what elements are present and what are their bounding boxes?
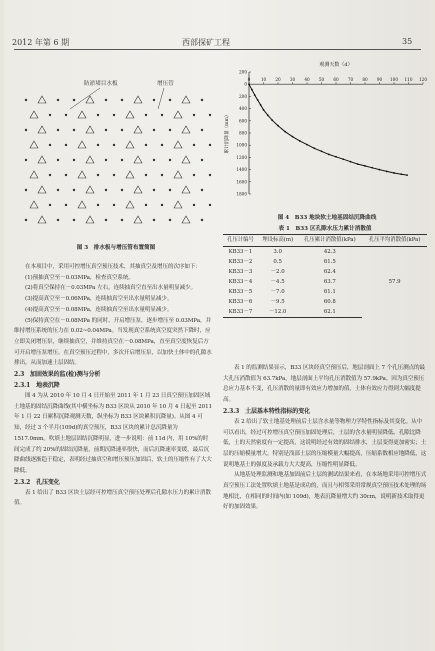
x-tick-label: 110 bbox=[404, 77, 413, 83]
drain-board-dot bbox=[169, 219, 171, 221]
pressure-pipe-marker bbox=[38, 216, 46, 223]
drain-board-dot bbox=[193, 114, 195, 116]
drain-board-dot bbox=[121, 219, 123, 221]
y-tick-label: 600 bbox=[239, 118, 247, 124]
drain-board-dot bbox=[145, 114, 147, 116]
pressure-pipe-marker bbox=[182, 156, 190, 163]
data-point bbox=[379, 169, 381, 171]
table-header: 孔压计编号 bbox=[223, 235, 258, 247]
drain-board-dot bbox=[161, 204, 163, 206]
drain-board-dot bbox=[145, 144, 147, 146]
drain-board-dot bbox=[49, 204, 51, 206]
drain-board-dot bbox=[97, 204, 99, 206]
table-cell: 3.0 bbox=[273, 249, 282, 255]
data-point bbox=[321, 150, 323, 152]
pressure-pipe-marker bbox=[38, 126, 46, 133]
drain-board-dot bbox=[25, 189, 27, 191]
drain-board-dot bbox=[153, 189, 155, 191]
drain-board-dot bbox=[105, 129, 107, 131]
pressure-pipe-marker bbox=[126, 141, 134, 148]
drain-board-dot bbox=[97, 144, 99, 146]
table-header: 孔压累计消散值(kPa) bbox=[297, 235, 362, 247]
pressure-pipe-marker bbox=[78, 171, 86, 178]
table-header: 孔压平均消散值(kPa) bbox=[362, 235, 427, 247]
pressure-pipe-marker bbox=[174, 111, 182, 118]
drain-board-dot bbox=[73, 189, 75, 191]
y-tick-label: 1200 bbox=[236, 154, 247, 160]
drain-board-dot bbox=[201, 189, 203, 191]
drain-board-dot bbox=[57, 159, 59, 161]
data-point bbox=[248, 83, 250, 85]
pressure-pipe-marker bbox=[30, 111, 38, 118]
subsection-heading: 2.3.1 地表沉降 bbox=[14, 382, 60, 390]
data-point bbox=[350, 161, 352, 163]
table-row bbox=[223, 247, 427, 258]
drain-board-dot bbox=[209, 174, 211, 176]
fig4-settlement-chart bbox=[223, 60, 431, 212]
drain-board-dot bbox=[209, 114, 211, 116]
pressure-pipe-marker bbox=[86, 186, 94, 193]
pressure-pipe-marker bbox=[86, 126, 94, 133]
drain-board-dot bbox=[113, 144, 115, 146]
data-point bbox=[371, 167, 373, 169]
drain-board-dot bbox=[25, 99, 27, 101]
pressure-pipe-marker bbox=[182, 186, 190, 193]
drain-board-dot bbox=[145, 204, 147, 206]
table-cell: KB33－1 bbox=[228, 249, 253, 255]
drain-board-dot bbox=[105, 219, 107, 221]
table-cell: 60.8 bbox=[323, 299, 336, 305]
drain-board-dot bbox=[97, 174, 99, 176]
table-cell: －12.0 bbox=[258, 307, 298, 318]
x-tick-label: 100 bbox=[390, 77, 398, 83]
paragraph: (4)提高真空至－0.08MPa，连续抽真空至出水量明显减少。 bbox=[25, 306, 173, 313]
x-tick-label: 10 bbox=[260, 77, 267, 83]
pressure-pipe-marker bbox=[30, 171, 38, 178]
table-cell: KB33－4 bbox=[228, 279, 253, 285]
subsection-heading: 2.3.3 土层基本特性指标的变化 bbox=[223, 407, 311, 415]
pressure-pipe-marker bbox=[182, 96, 190, 103]
pressure-pipe-marker bbox=[134, 156, 142, 163]
pressure-pipe-marker bbox=[78, 141, 86, 148]
drain-board-dot bbox=[105, 99, 107, 101]
fig3-label-board: 防淤堵目水板 bbox=[84, 81, 118, 87]
data-point bbox=[364, 165, 366, 167]
drain-board-dot bbox=[201, 99, 203, 101]
table-cell: KB33－3 bbox=[228, 269, 253, 275]
pressure-pipe-marker bbox=[174, 171, 182, 178]
table-cell: KB33－2 bbox=[228, 259, 253, 265]
table-cell: KB33－7 bbox=[223, 307, 258, 318]
table-cell: －9.5 bbox=[270, 299, 285, 305]
table1-title: 表 1 B33 区孔隙水压力累计消散值 bbox=[278, 226, 372, 232]
table-cell: 63.7 bbox=[323, 279, 336, 285]
table-cell: KB33－5 bbox=[228, 289, 253, 295]
drain-board-dot bbox=[113, 174, 115, 176]
drain-board-dot bbox=[121, 189, 123, 191]
paragraph: 表 1 的监测结果显示，B33 区块经真空预压后，地层剖面上 7 个孔压测点的最大孔压消散值为 63.7kPa，地层剖面上平均孔压消散值为 57.9kPa。因为真空预压总应力基本不变，孔压消散的量即有效应力增加的值，土体有效应力得到大幅度提高。 bbox=[223, 365, 426, 404]
drain-board-dot bbox=[209, 144, 211, 146]
section-heading: 2.3 加固效果的监(检)测与分析 bbox=[14, 371, 101, 379]
y-tick-label: 0 bbox=[244, 81, 247, 87]
drain-board-dot bbox=[73, 219, 75, 221]
pressure-pipe-marker bbox=[126, 201, 134, 208]
drain-board-dot bbox=[65, 114, 67, 116]
pressure-pipe-marker bbox=[126, 111, 134, 118]
drain-board-dot bbox=[121, 99, 123, 101]
document-page bbox=[4, 0, 431, 651]
drain-board-dot bbox=[153, 129, 155, 131]
drain-board-dot bbox=[73, 159, 75, 161]
x-tick-label: 90 bbox=[376, 77, 383, 83]
drain-board-dot bbox=[153, 159, 155, 161]
pressure-pipe-marker bbox=[126, 171, 134, 178]
drain-board-dot bbox=[121, 129, 123, 131]
data-point bbox=[271, 119, 273, 121]
y-tick-label: 400 bbox=[239, 106, 247, 112]
y-tick-label: 1000 bbox=[236, 142, 247, 148]
drain-board-dot bbox=[169, 189, 171, 191]
pressure-pipe-marker bbox=[38, 96, 46, 103]
drain-board-dot bbox=[65, 144, 67, 146]
drain-board-dot bbox=[193, 204, 195, 206]
drain-board-dot bbox=[121, 159, 123, 161]
drain-board-dot bbox=[161, 144, 163, 146]
data-point bbox=[260, 104, 262, 106]
y-tick-label: 1800 bbox=[236, 191, 247, 197]
right-text-column bbox=[223, 363, 427, 513]
fig4-caption: 图 4 B33 地块软土地基固结沉降曲线 bbox=[277, 215, 377, 221]
table-cell: 62.4 bbox=[323, 269, 336, 275]
paragraph: (1)预抽真空至－0.03MPa，检查真空系统。 bbox=[25, 274, 134, 281]
table-cell: －4.5 bbox=[270, 279, 285, 285]
data-point bbox=[386, 171, 388, 173]
y-tick-label: 200 bbox=[239, 93, 247, 99]
data-point bbox=[299, 140, 301, 142]
data-point bbox=[257, 99, 259, 101]
pressure-pipe-marker bbox=[86, 96, 94, 103]
paragraph: 表 2 给出了软土地基处理前后土层含水量等物理力学特性指标及其变化。从中可以看出，经过可控增压真空预压加固处理后，土层的含水量明显降低、孔隙比降低，土的天然密度有一定提高，这说明经过有效的固结排水，土层变得更加密实；土层的压缩模量增大，特别是浅部土层的压缩模量大幅提高，压缩系数相应地降低，这说明地基土的强度及承载力大大提高，压缩性明显降低。 bbox=[223, 418, 427, 468]
drain-board-dot bbox=[65, 204, 67, 206]
drain-board-dot bbox=[209, 204, 211, 206]
paragraph: (2)将真空保持在－0.03MPa 左右，连续抽真空直至出水量明显减少。 bbox=[25, 285, 196, 292]
drain-board-dot bbox=[49, 144, 51, 146]
drain-board-dot bbox=[201, 159, 203, 161]
data-point bbox=[292, 136, 294, 138]
pressure-pipe-marker bbox=[134, 126, 142, 133]
pressure-pipe-marker bbox=[86, 156, 94, 163]
pressure-pipe-marker bbox=[134, 216, 142, 223]
drain-board-dot bbox=[73, 99, 75, 101]
drain-board-dot bbox=[65, 174, 67, 176]
pressure-pipe-marker bbox=[38, 186, 46, 193]
data-point bbox=[306, 144, 308, 146]
pressure-pipe-marker bbox=[182, 126, 190, 133]
paragraph: (5)保持真空在－0.08MPa 的同时，开启增压泵，逐步增压至 0.03MPa，并维持增压系统的压力在 0.02~0.04MPa。当发现真空系统真空度突然下降时，应立即关闭增压泵，继续抽真空，并维持真空在－0.08MPa，直至真空度恢复后方可开启增压泵增压。在真空预压过程中，多次开启增压泵，以加快土体中的孔隙水排出，从而加速土层固结。 bbox=[14, 317, 212, 367]
pressure-pipe-marker bbox=[174, 201, 182, 208]
x-tick-label: 70 bbox=[347, 77, 354, 83]
data-point bbox=[400, 173, 402, 175]
paragraph: 图 4 为从 2010 年 10 月 4 日开始至 2011 年 1 月 23 日真空预压加固区域土地基的固结沉降曲线(其中横坐标为 B33 区块从 2010 年 10 月 4 日起至 2011 年 1 月 22 日累积沉降观测天数，纵坐标为 B33 区块累积沉降量)。从图 4 可知，经过 3 个半月(109d)的真空预压，B33 区块的累计总沉降量为 1517.0mm。吹填土地层固结沉降明显，进一步说明：前 11d 内，用 10%的时间完成了约 20%的固结沉降量，前期沉降速率很快，而后沉降速率变缓，最后沉降曲线逐渐趋于稳定，表明经过抽真空和增压预压加固后，软土的压缩性有了大大降低。 bbox=[14, 393, 213, 474]
drain-board-dot bbox=[161, 114, 163, 116]
drain-board-dot bbox=[193, 144, 195, 146]
table-cell: 62.1 bbox=[297, 307, 362, 318]
pressure-pipe-marker bbox=[78, 111, 86, 118]
data-point bbox=[406, 174, 408, 176]
drain-board-dot bbox=[105, 159, 107, 161]
data-point bbox=[313, 147, 315, 149]
table-cell: －7.0 bbox=[270, 289, 285, 295]
data-point bbox=[393, 172, 395, 174]
table-cell: 61.1 bbox=[323, 289, 336, 295]
pressure-pipe-marker bbox=[78, 201, 86, 208]
data-point bbox=[342, 158, 344, 160]
table-cell: 42.3 bbox=[323, 249, 336, 255]
journal-issue: 2012 年第 6 期 bbox=[12, 38, 70, 47]
table-cell: 61.5 bbox=[323, 259, 336, 265]
drain-board-dot bbox=[25, 159, 27, 161]
table1 bbox=[223, 224, 427, 318]
drain-board-dot bbox=[153, 219, 155, 221]
x-tick-label: 60 bbox=[333, 77, 339, 83]
y-axis-label: 累计沉降量（mm） bbox=[225, 112, 230, 154]
drain-board-dot bbox=[193, 174, 195, 176]
data-point bbox=[263, 109, 265, 111]
table-header: 埋设标高(m) bbox=[258, 235, 298, 247]
drain-board-dot bbox=[113, 204, 115, 206]
fig3-layout-diagram bbox=[16, 92, 216, 232]
table-cell: 0.5 bbox=[273, 259, 282, 265]
pressure-pipe-marker bbox=[134, 96, 142, 103]
pressure-pipe-marker bbox=[38, 156, 46, 163]
data-point bbox=[328, 153, 330, 155]
drain-board-dot bbox=[161, 174, 163, 176]
pressure-pipe-marker bbox=[86, 216, 94, 223]
x-tick-label: 80 bbox=[362, 77, 368, 83]
x-tick-label: 50 bbox=[318, 77, 325, 83]
table-average-cell: 57.9 bbox=[388, 279, 401, 286]
fig3-label-pipe: 增压管 bbox=[157, 81, 174, 87]
pressure-pipe-marker bbox=[30, 141, 38, 148]
data-point bbox=[251, 89, 253, 91]
paragraph: 在本项目中，采用可控增压真空预压技术，其抽真空及增压的次序如下： bbox=[25, 264, 201, 270]
fig3-caption: 图 3 排水板与增压管布置简图 bbox=[76, 245, 156, 251]
x-tick-label: 40 bbox=[304, 77, 310, 83]
data-point bbox=[267, 114, 269, 116]
left-text-column bbox=[14, 262, 212, 509]
drain-board-dot bbox=[57, 99, 59, 101]
y-tick-label: 200 bbox=[239, 69, 247, 75]
drain-board-dot bbox=[145, 174, 147, 176]
x-tick-label: 20 bbox=[275, 77, 281, 83]
drain-board-dot bbox=[169, 99, 171, 101]
y-tick-label: 1600 bbox=[236, 179, 247, 185]
settlement-line bbox=[249, 84, 407, 175]
drain-board-dot bbox=[49, 114, 51, 116]
data-point bbox=[335, 156, 337, 158]
drain-board-dot bbox=[113, 114, 115, 116]
x-tick-label: 0 bbox=[247, 77, 251, 83]
journal-title: 西部探矿工程 bbox=[182, 38, 230, 47]
pressure-pipe-marker bbox=[30, 201, 38, 208]
drain-board-dot bbox=[25, 219, 27, 221]
table-cell: －2.0 bbox=[270, 269, 285, 275]
data-point bbox=[254, 94, 256, 96]
paragraph: 从地基处理监测和地基加固前后土层的测试结果来看，在本场地采用可控增压式真空预压工法处置吹填土地基是成功的，而且与相邻采用常规真空预压技术处理的场地相比，在相同的时间内(如 109d)，地表沉降量增大约 30cm，说明新技术取得更好的加固效果。 bbox=[223, 472, 427, 511]
drain-board-dot bbox=[201, 219, 203, 221]
drain-board-dot bbox=[57, 129, 59, 131]
x-tick-label: 30 bbox=[289, 77, 296, 83]
drain-board-dot bbox=[97, 114, 99, 116]
data-point bbox=[284, 131, 286, 133]
drain-board-dot bbox=[201, 129, 203, 131]
drain-board-dot bbox=[57, 189, 59, 191]
pressure-pipe-marker bbox=[134, 186, 142, 193]
data-point bbox=[357, 163, 359, 165]
x-axis-label: 观测天数（d） bbox=[319, 62, 353, 68]
drain-board-dot bbox=[25, 129, 27, 131]
drain-board-dot bbox=[169, 159, 171, 161]
table-cell: KB33－6 bbox=[228, 299, 253, 305]
paragraph: 表 1 给出了 B33 区块土层经可控增压真空预压处理后孔隙水压力的累计消散值。 bbox=[14, 489, 211, 507]
pressure-pipe-marker bbox=[182, 216, 190, 223]
x-tick-label: 120 bbox=[419, 77, 427, 83]
data-point bbox=[277, 125, 279, 127]
drain-board-dot bbox=[73, 129, 75, 131]
drain-board-dot bbox=[169, 129, 171, 131]
paragraph: (3)提高真空至－0.06MPa，连续抽真空至出水量明显减少。 bbox=[25, 296, 173, 303]
drain-board-dot bbox=[105, 189, 107, 191]
y-tick-label: 1400 bbox=[236, 167, 247, 173]
y-tick-label: 800 bbox=[239, 130, 247, 136]
drain-board-dot bbox=[49, 174, 51, 176]
drain-board-dot bbox=[57, 219, 59, 221]
subsection-heading: 2.3.2 孔压变化 bbox=[14, 478, 60, 486]
pressure-pipe-marker bbox=[174, 141, 182, 148]
page-number: 35 bbox=[402, 37, 413, 46]
drain-board-dot bbox=[153, 99, 155, 101]
